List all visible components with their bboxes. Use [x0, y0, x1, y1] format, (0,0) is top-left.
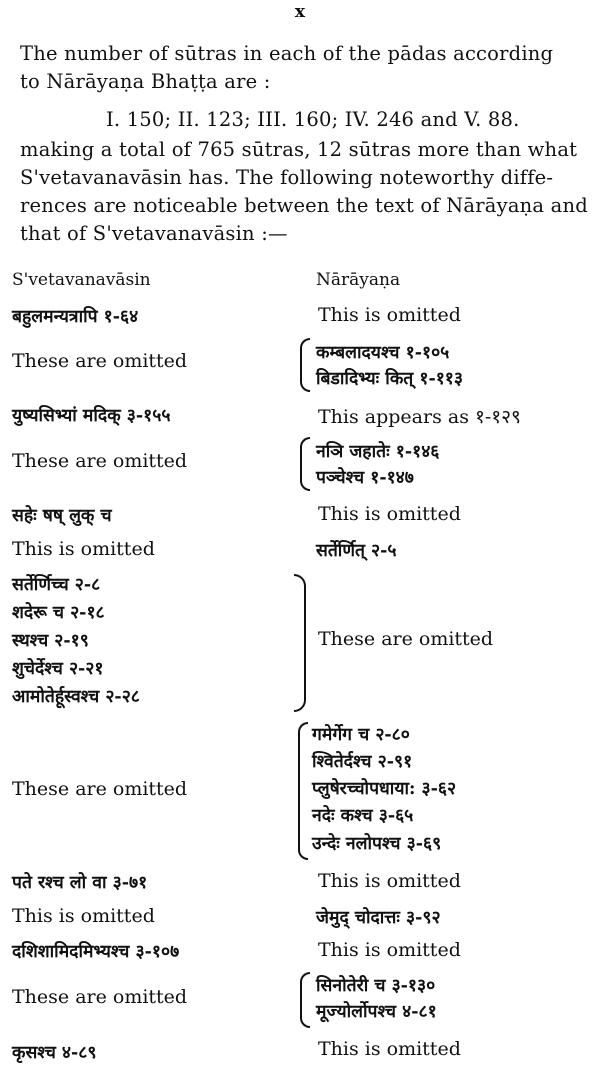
table-cell-left: कृसश्च ४-८९ [12, 1043, 97, 1063]
intro-line: I. 150; II. 123; III. 160; IV. 246 and V. 88. [106, 108, 520, 131]
brace [300, 972, 310, 1028]
table-cell-right: प्लुषेरच्चोपधाया: ३-६२ [312, 779, 457, 799]
table-cell-right: मूज्योर्लोपश्च ४-८१ [316, 1002, 437, 1022]
intro-line: S'vetavanavāsin has. The following noteworthy diffe- [20, 166, 554, 189]
intro-line: to Nārāyaṇa Bhaṭṭa are : [20, 70, 271, 93]
table-cell-left: शुचेर्देश्च २-२१ [12, 659, 104, 679]
table-cell-left: These are omitted [12, 450, 188, 472]
table-cell-left: स्थश्च २-१९ [12, 631, 89, 651]
table-cell-left: सहेः षष् लुक् च [12, 506, 112, 526]
table-cell-left: पते रश्च लो वा ३-७१ [12, 873, 148, 893]
column-header-left: S'vetavanavāsin [12, 270, 151, 290]
table-cell-right: This is omitted [318, 1038, 461, 1060]
intro-line: that of S'vetavanavāsin :— [20, 222, 288, 245]
table-cell-left: This is omitted [12, 905, 155, 927]
intro-line: rences are noticeable between the text of Nārāyaṇa and [20, 194, 588, 217]
table-cell-right: कम्बलादयश्च १-१०५ [316, 343, 450, 363]
table-cell-left: शदेरू च २-१८ [12, 603, 105, 623]
table-cell-right: This is omitted [318, 939, 461, 961]
brace [294, 574, 306, 712]
table-cell-right: सिनोतेरी च ३-१३० [316, 976, 436, 996]
table-cell-left: दशिशामिदमिभ्यश्च ३-१०७ [12, 942, 180, 962]
table-cell-left: This is omitted [12, 538, 155, 560]
table-cell-right: गमेर्गेग च २-८० [312, 725, 410, 745]
brace [300, 437, 310, 491]
table-cell-right: This is omitted [318, 304, 461, 326]
table-cell-left: These are omitted [12, 778, 188, 800]
intro-line: The number of sūtras in each of the pādas according [20, 42, 554, 65]
table-cell-right: नदेः कश्च ३-६५ [312, 806, 414, 826]
table-cell-left: These are omitted [12, 350, 188, 372]
table-cell-right: This appears as १-१२९ [318, 406, 521, 428]
table-cell-right: नञि जहातेः १-१४६ [316, 442, 440, 462]
table-cell-right: श्वितेर्दश्च २-९१ [312, 752, 413, 772]
intro-line: making a total of 765 sūtras, 12 sūtras more than what [20, 138, 578, 161]
column-header-right: Nārāyaṇa [316, 270, 401, 290]
brace [298, 722, 308, 860]
table-cell-left: आमोतेर्हूस्वश्च २-२८ [12, 687, 140, 707]
table-cell-right: This is omitted [318, 870, 461, 892]
brace [300, 338, 310, 392]
table-cell-right: उन्देः नलोपश्च ३-६९ [312, 834, 442, 854]
table-cell-right: सर्तेर्णित् २-५ [316, 541, 397, 561]
table-cell-right: This is omitted [318, 503, 461, 525]
table-cell-right: पञ्चेश्च १-१४७ [316, 468, 414, 488]
table-cell-left: These are omitted [12, 986, 188, 1008]
table-cell-right: जेमुद् चोदात्तः ३-९२ [316, 908, 441, 928]
table-cell-right: These are omitted [318, 628, 494, 650]
table-cell-left: युष्यसिभ्यां मदिक् ३-१५५ [12, 406, 171, 426]
table-cell-left: सर्तेर्णिच्च २-८ [12, 575, 101, 595]
table-cell-right: बिडादिभ्यः कित् १-११३ [316, 369, 464, 389]
page-number: x [294, 2, 306, 22]
table-cell-left: बहुलमन्यत्रापि १-६४ [12, 307, 139, 327]
